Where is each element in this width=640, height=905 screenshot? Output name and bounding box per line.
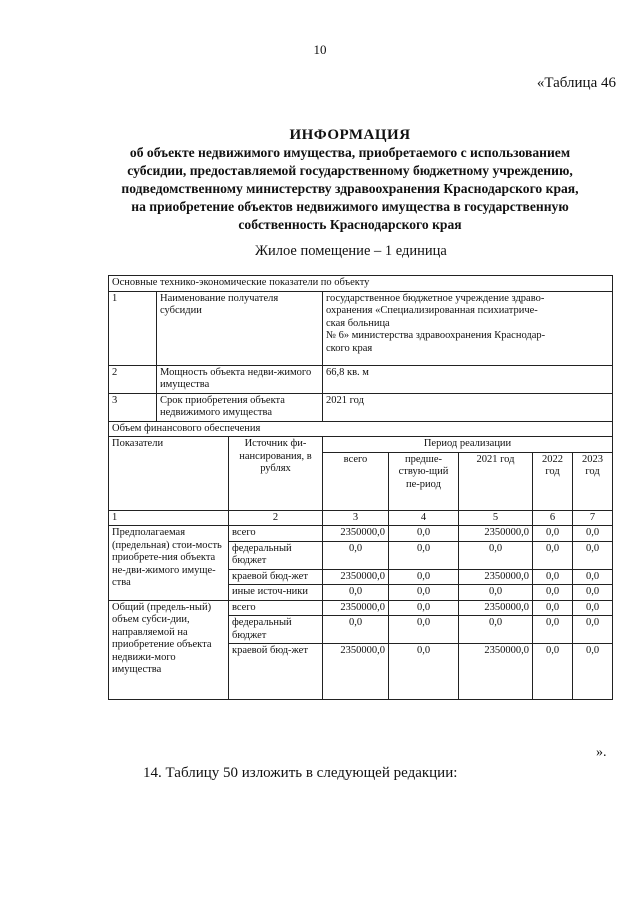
header-period: Период реализации — [323, 437, 613, 453]
indicator-row — [109, 291, 613, 365]
document-title-block — [60, 126, 640, 234]
indicator-number: 1 — [109, 291, 157, 365]
value-line: ская больница — [326, 317, 390, 329]
value-line: ского края — [326, 342, 373, 354]
value-previous: 0,0 — [389, 616, 459, 644]
column-number: 3 — [323, 510, 389, 526]
title-line-4: на приобретение объектов недвижимого имущества в государственную — [131, 199, 569, 214]
indicator-value — [323, 291, 613, 365]
value-2023: 0,0 — [573, 644, 613, 700]
value-line: государственное бюджетное учреждение здраво- — [326, 292, 545, 304]
finance-source: федеральный бюджет — [229, 541, 323, 569]
value-2022: 0,0 — [533, 616, 573, 644]
header-2023: 2023 год — [573, 452, 613, 510]
instruction-text: 14. Таблицу 50 изложить в следующей редакции: — [143, 765, 458, 781]
value-previous: 0,0 — [389, 644, 459, 700]
value-2022: 0,0 — [533, 526, 573, 542]
indicator-name: Наименование получателя субсидии — [157, 291, 323, 365]
value-2021: 0,0 — [459, 585, 533, 601]
value-2022: 0,0 — [533, 585, 573, 601]
indicator-number: 3 — [109, 393, 157, 421]
value-previous: 0,0 — [389, 585, 459, 601]
finance-source: всего — [229, 600, 323, 616]
value-total: 0,0 — [323, 541, 389, 569]
page-number: 10 — [313, 42, 327, 57]
indicator-row — [109, 393, 613, 421]
header-source: Источник фи-нансирования, в рублях — [229, 437, 323, 511]
value-2021: 0,0 — [459, 616, 533, 644]
finance-source: краевой бюд-жет — [229, 644, 323, 700]
value-total: 0,0 — [323, 585, 389, 601]
value-2023: 0,0 — [573, 526, 613, 542]
indicator-row — [109, 365, 613, 393]
value-line: № 6» министерства здравоохранения Краснодар- — [326, 330, 546, 341]
value-2023: 0,0 — [573, 600, 613, 616]
value-total: 2350000,0 — [323, 644, 389, 700]
value-previous: 0,0 — [389, 526, 459, 542]
value-2021: 2350000,0 — [459, 644, 533, 700]
title-line-5: собственность Краснодарского края — [238, 217, 462, 232]
object-subtitle: Жилое помещение – 1 единица — [255, 243, 447, 259]
header-indicators: Показатели — [109, 437, 229, 511]
finance-source: всего — [229, 526, 323, 542]
value-2023: 0,0 — [573, 616, 613, 644]
finance-source: иные источ-ники — [229, 585, 323, 601]
header-previous-period: предше-ствую-щий пе-риод — [389, 452, 459, 510]
value-2021: 2350000,0 — [459, 600, 533, 616]
column-numbers-row — [109, 510, 613, 526]
value-2021: 2350000,0 — [459, 569, 533, 585]
indicator-number: 2 — [109, 365, 157, 393]
column-number: 1 — [109, 510, 229, 526]
title-line-2: субсидии, предоставляемой государственному бюджетному учреждению, — [127, 163, 573, 178]
section1-header: Основные технико-экономические показатели по объекту — [109, 276, 613, 292]
indicator-value: 66,8 кв. м — [323, 365, 613, 393]
section2-header: Объем финансового обеспечения — [109, 421, 613, 437]
value-2022: 0,0 — [533, 600, 573, 616]
finance-row — [109, 526, 613, 542]
title-line-3: подведомственному министерству здравоохранения Краснодарского края, — [121, 181, 579, 196]
finance-header-row — [109, 437, 613, 453]
header-total: всего — [323, 452, 389, 510]
value-2022: 0,0 — [533, 569, 573, 585]
table-reference: «Таблица 46 — [536, 75, 616, 91]
value-2021: 2350000,0 — [459, 526, 533, 542]
column-number: 5 — [459, 510, 533, 526]
closing-quote: ». — [596, 745, 607, 760]
header-2022: 2022 год — [533, 452, 573, 510]
indicator-name: Мощность объекта недви-жимого имущества — [157, 365, 323, 393]
finance-row — [109, 600, 613, 616]
column-number: 6 — [533, 510, 573, 526]
title-line-1: об объекте недвижимого имущества, приобретаемого с использованием — [129, 145, 571, 160]
value-total: 2350000,0 — [323, 600, 389, 616]
value-line: охранения «Специализированная психиатриче- — [326, 305, 538, 316]
column-number: 4 — [389, 510, 459, 526]
value-2021: 0,0 — [459, 541, 533, 569]
value-total: 2350000,0 — [323, 569, 389, 585]
value-2022: 0,0 — [533, 644, 573, 700]
value-2023: 0,0 — [573, 585, 613, 601]
column-number: 2 — [229, 510, 323, 526]
value-2022: 0,0 — [533, 541, 573, 569]
value-2023: 0,0 — [573, 541, 613, 569]
value-total: 0,0 — [323, 616, 389, 644]
indicator-name: Срок приобретения объекта недвижимого имущества — [157, 393, 323, 421]
section-header-row — [109, 276, 613, 292]
value-2023: 0,0 — [573, 569, 613, 585]
value-previous: 0,0 — [389, 600, 459, 616]
value-previous: 0,0 — [389, 541, 459, 569]
document-title: ИНФОРМАЦИЯ — [289, 127, 411, 143]
section-header-row — [109, 421, 613, 437]
value-previous: 0,0 — [389, 569, 459, 585]
value-total: 2350000,0 — [323, 526, 389, 542]
header-2021: 2021 год — [459, 452, 533, 510]
group-label: Предполагаемая (предельная) стои-мость приобрете-ния объекта не-дви-жимого имуще-ства — [109, 526, 229, 601]
finance-source: федеральный бюджет — [229, 616, 323, 644]
info-table — [108, 275, 613, 700]
group-label: Общий (предель-ный) объем субси-дии, направляемой на приобретение объекта недвижи-мого имущества — [109, 600, 229, 700]
finance-source: краевой бюд-жет — [229, 569, 323, 585]
column-number: 7 — [573, 510, 613, 526]
indicator-value: 2021 год — [323, 393, 613, 421]
